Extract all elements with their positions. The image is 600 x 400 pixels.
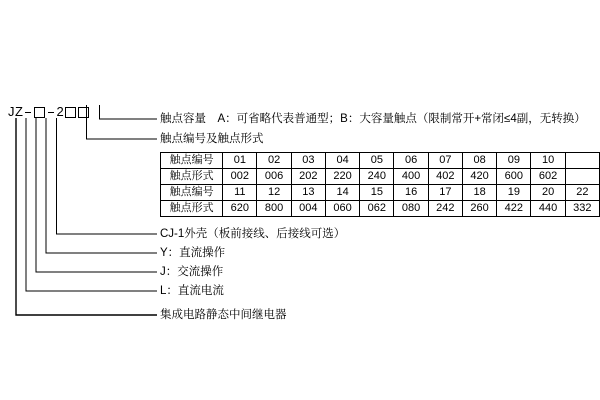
table-row-header: 触点编号 <box>161 153 223 169</box>
model-prefix: JZ <box>8 104 24 119</box>
table-cell: 22 <box>565 185 599 201</box>
contact-table-body <box>161 153 600 217</box>
table-cell: 080 <box>394 201 428 217</box>
label-j-ac-operation: J：交流操作 <box>160 266 224 278</box>
table-cell: 242 <box>428 201 462 217</box>
table-cell: 18 <box>462 185 496 201</box>
table-row <box>161 169 600 185</box>
table-row-header: 触点形式 <box>161 201 223 217</box>
table-cell: 14 <box>325 185 359 201</box>
table-cell: 08 <box>462 153 496 169</box>
label-main-product: 集成电路静态中间继电器 <box>160 309 287 321</box>
table-cell: 04 <box>325 153 359 169</box>
label-contact-number-form: 触点编号及触点形式 <box>160 133 264 145</box>
table-cell: 002 <box>223 169 257 185</box>
table-cell: 12 <box>257 185 291 201</box>
table-cell: 11 <box>223 185 257 201</box>
table-cell <box>565 169 599 185</box>
table-cell: 332 <box>565 201 599 217</box>
table-cell: 01 <box>223 153 257 169</box>
table-cell: 15 <box>360 185 394 201</box>
table-cell: 600 <box>497 169 531 185</box>
label-y-dc-operation: Y：直流操作 <box>160 247 226 259</box>
table-cell: 620 <box>223 201 257 217</box>
table-cell: 16 <box>394 185 428 201</box>
table-row-header: 触点编号 <box>161 185 223 201</box>
table-row <box>161 201 600 217</box>
table-row <box>161 153 600 169</box>
table-cell: 062 <box>360 201 394 217</box>
model-box-1 <box>34 107 45 118</box>
table-cell: 10 <box>531 153 565 169</box>
table-cell: 440 <box>531 201 565 217</box>
table-cell: 20 <box>531 185 565 201</box>
model-middle: 2 <box>56 104 65 119</box>
table-cell: 240 <box>360 169 394 185</box>
table-cell: 006 <box>257 169 291 185</box>
table-cell: 420 <box>462 169 496 185</box>
table-cell: 19 <box>497 185 531 201</box>
table-cell: 602 <box>531 169 565 185</box>
table-cell: 800 <box>257 201 291 217</box>
table-cell: 06 <box>394 153 428 169</box>
table-cell: 202 <box>291 169 325 185</box>
table-cell: 13 <box>291 185 325 201</box>
model-code-line <box>8 105 90 119</box>
table-cell: 17 <box>428 185 462 201</box>
model-box-2 <box>65 107 76 118</box>
table-cell: 060 <box>325 201 359 217</box>
label-contact-capacity: 触点容量 A：可省略代表普通型；B：大容量触点（限制常开+常闭≤4副，无转换） <box>160 113 586 125</box>
table-row-header: 触点形式 <box>161 169 223 185</box>
table-cell: 220 <box>325 169 359 185</box>
table-cell: 02 <box>257 153 291 169</box>
table-cell: 400 <box>394 169 428 185</box>
model-dash-2 <box>48 112 54 113</box>
label-shell: CJ-1外壳（板前接线、后接线可选） <box>160 228 346 240</box>
table-cell: 05 <box>360 153 394 169</box>
table-cell: 422 <box>497 201 531 217</box>
table-cell: 09 <box>497 153 531 169</box>
table-cell: 07 <box>428 153 462 169</box>
label-l-dc-current: L：直流电流 <box>160 285 224 297</box>
table-row <box>161 185 600 201</box>
table-cell <box>565 153 599 169</box>
table-cell: 004 <box>291 201 325 217</box>
model-dash-1 <box>25 112 31 113</box>
contact-code-table <box>160 152 600 217</box>
model-box-3 <box>78 107 89 118</box>
table-cell: 260 <box>462 201 496 217</box>
table-cell: 03 <box>291 153 325 169</box>
table-cell: 402 <box>428 169 462 185</box>
